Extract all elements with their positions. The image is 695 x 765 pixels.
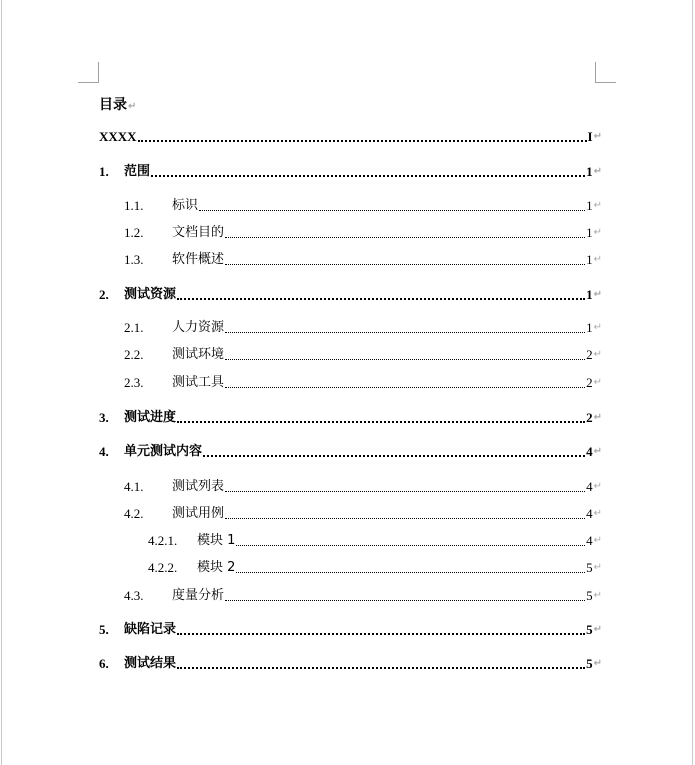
toc-entry-number: 1. xyxy=(99,164,109,179)
dot-leader xyxy=(138,140,587,142)
paragraph-mark-icon: ↵ xyxy=(593,322,602,333)
toc-entry-page: 5 xyxy=(586,622,593,637)
toc-entry-text[interactable]: 标识 xyxy=(172,198,199,213)
toc-entry-text[interactable]: XXXX xyxy=(99,129,137,144)
toc-entry[interactable] xyxy=(124,225,602,241)
toc-entry[interactable] xyxy=(148,560,602,576)
dot-leader xyxy=(177,633,585,635)
toc-entry-page: 5 xyxy=(586,560,593,575)
paragraph-mark-icon: ↵ xyxy=(593,289,602,300)
toc-entry-number: 2. xyxy=(99,287,109,302)
paragraph-mark-icon: ↵ xyxy=(593,535,602,546)
dot-leader xyxy=(177,667,585,669)
toc-entry-number: 3. xyxy=(99,410,109,425)
toc-entry-text[interactable]: 测试资源 xyxy=(124,287,177,302)
page-edge-right xyxy=(692,0,693,765)
toc-entry[interactable] xyxy=(124,588,602,604)
toc-entry[interactable] xyxy=(99,129,602,145)
toc-entry-text[interactable]: 缺陷记录 xyxy=(124,622,177,637)
paragraph-mark-icon: ↵ xyxy=(593,349,602,360)
toc-entry-page: 4 xyxy=(586,506,593,521)
toc-entry-number: 4.2.2. xyxy=(148,560,178,575)
toc-title xyxy=(99,94,136,114)
toc-entry-page: 2 xyxy=(586,347,593,362)
toc-entry-text[interactable]: 模块 2 xyxy=(197,560,236,575)
toc-entry-page: 4 xyxy=(586,479,593,494)
paragraph-mark-icon: ↵ xyxy=(593,590,602,601)
paragraph-mark-icon: ↵ xyxy=(593,166,602,177)
toc-entry-text[interactable]: 人力资源 xyxy=(172,320,225,335)
toc-entry[interactable] xyxy=(124,347,602,363)
dot-leader xyxy=(225,264,585,265)
dot-leader xyxy=(199,210,585,211)
toc-entry[interactable] xyxy=(99,622,602,638)
dot-leader xyxy=(236,545,585,546)
toc-entry[interactable] xyxy=(124,506,602,522)
dot-leader xyxy=(225,600,585,601)
toc-entry-page: 2 xyxy=(586,410,593,425)
toc-entry-page: 1 xyxy=(586,225,593,240)
toc-entry-page: 1 xyxy=(586,320,593,335)
toc-entry-number: 4.1. xyxy=(124,479,144,494)
paragraph-mark-icon: ↵ xyxy=(593,227,602,238)
toc-entry-number: 1.2. xyxy=(124,225,144,240)
toc-entry-number: 2.1. xyxy=(124,320,144,335)
paragraph-mark-icon: ↵ xyxy=(593,377,602,388)
paragraph-mark-icon: ↵ xyxy=(593,562,602,573)
toc-entry-text[interactable]: 测试环境 xyxy=(172,347,225,362)
toc-entry[interactable] xyxy=(99,656,602,672)
toc-entry[interactable] xyxy=(124,252,602,268)
toc-entry[interactable] xyxy=(148,533,602,549)
paragraph-mark-icon: ↵ xyxy=(593,446,602,457)
toc-entry[interactable] xyxy=(124,198,602,214)
toc-entry-text[interactable]: 范围 xyxy=(124,164,151,179)
toc-entry-text[interactable]: 单元测试内容 xyxy=(124,444,203,459)
dot-leader xyxy=(225,387,585,388)
dot-leader xyxy=(177,421,585,423)
toc-entry[interactable] xyxy=(99,410,602,426)
toc-entry-number: 1.1. xyxy=(124,198,144,213)
toc-entry[interactable] xyxy=(99,287,602,303)
toc-entry-number: 6. xyxy=(99,656,109,671)
toc-entry[interactable] xyxy=(99,164,602,180)
dot-leader xyxy=(225,518,585,519)
paragraph-mark-icon: ↵ xyxy=(593,658,602,669)
toc-entry-page: 4 xyxy=(586,444,593,459)
toc-entry-text[interactable]: 测试结果 xyxy=(124,656,177,671)
toc-entry-number: 4.2.1. xyxy=(148,533,178,548)
paragraph-mark-icon: ↵ xyxy=(593,481,602,492)
paragraph-mark-icon: ↵ xyxy=(593,624,602,635)
toc-entry[interactable] xyxy=(124,320,602,336)
toc-entry-text[interactable]: 测试用例 xyxy=(172,506,225,521)
toc-entry-text[interactable]: 模块 1 xyxy=(197,533,236,548)
toc-entry-page: 1 xyxy=(586,198,593,213)
toc-entry-number: 5. xyxy=(99,622,109,637)
toc-entry-page: I xyxy=(587,129,593,144)
toc-entry-number: 4.3. xyxy=(124,588,144,603)
toc-entry-text[interactable]: 测试进度 xyxy=(124,410,177,425)
paragraph-mark-icon: ↵ xyxy=(128,101,137,112)
page-edge-left xyxy=(1,0,2,765)
toc-entry-page: 2 xyxy=(586,375,593,390)
dot-leader xyxy=(225,359,585,360)
paragraph-mark-icon: ↵ xyxy=(593,200,602,211)
toc-entry-page: 1 xyxy=(586,252,593,267)
toc-entry-number: 1.3. xyxy=(124,252,144,267)
toc-entry-number: 2.2. xyxy=(124,347,144,362)
paragraph-mark-icon: ↵ xyxy=(593,412,602,423)
toc-entry-page: 4 xyxy=(586,533,593,548)
margin-corner-top-right xyxy=(595,62,616,83)
dot-leader xyxy=(236,572,585,573)
paragraph-mark-icon: ↵ xyxy=(593,508,602,519)
dot-leader xyxy=(151,175,585,177)
paragraph-mark-icon: ↵ xyxy=(593,254,602,265)
dot-leader xyxy=(177,298,585,300)
toc-entry-page: 1 xyxy=(586,164,593,179)
dot-leader xyxy=(225,332,585,333)
toc-entry-text[interactable]: 度量分析 xyxy=(172,588,225,603)
paragraph-mark-icon: ↵ xyxy=(593,131,602,142)
toc-entry-text[interactable]: 测试工具 xyxy=(172,375,225,390)
dot-leader xyxy=(225,491,585,492)
margin-corner-top-left xyxy=(78,62,99,83)
toc-entry-text[interactable]: 文档目的 xyxy=(172,225,225,240)
toc-entry-number: 4.2. xyxy=(124,506,144,521)
toc-title-text: 目录 xyxy=(99,97,127,113)
toc-entry-page: 1 xyxy=(586,287,593,302)
dot-leader xyxy=(203,455,585,457)
toc-entry-text[interactable]: 测试列表 xyxy=(172,479,225,494)
toc-entry[interactable] xyxy=(124,479,602,495)
toc-entry-number: 4. xyxy=(99,444,109,459)
toc-entry[interactable] xyxy=(99,444,602,460)
toc-entry-page: 5 xyxy=(586,588,593,603)
dot-leader xyxy=(225,237,585,238)
toc-entry-number: 2.3. xyxy=(124,375,144,390)
toc-entry-text[interactable]: 软件概述 xyxy=(172,252,225,267)
toc-entry[interactable] xyxy=(124,375,602,391)
toc-entry-page: 5 xyxy=(586,656,593,671)
